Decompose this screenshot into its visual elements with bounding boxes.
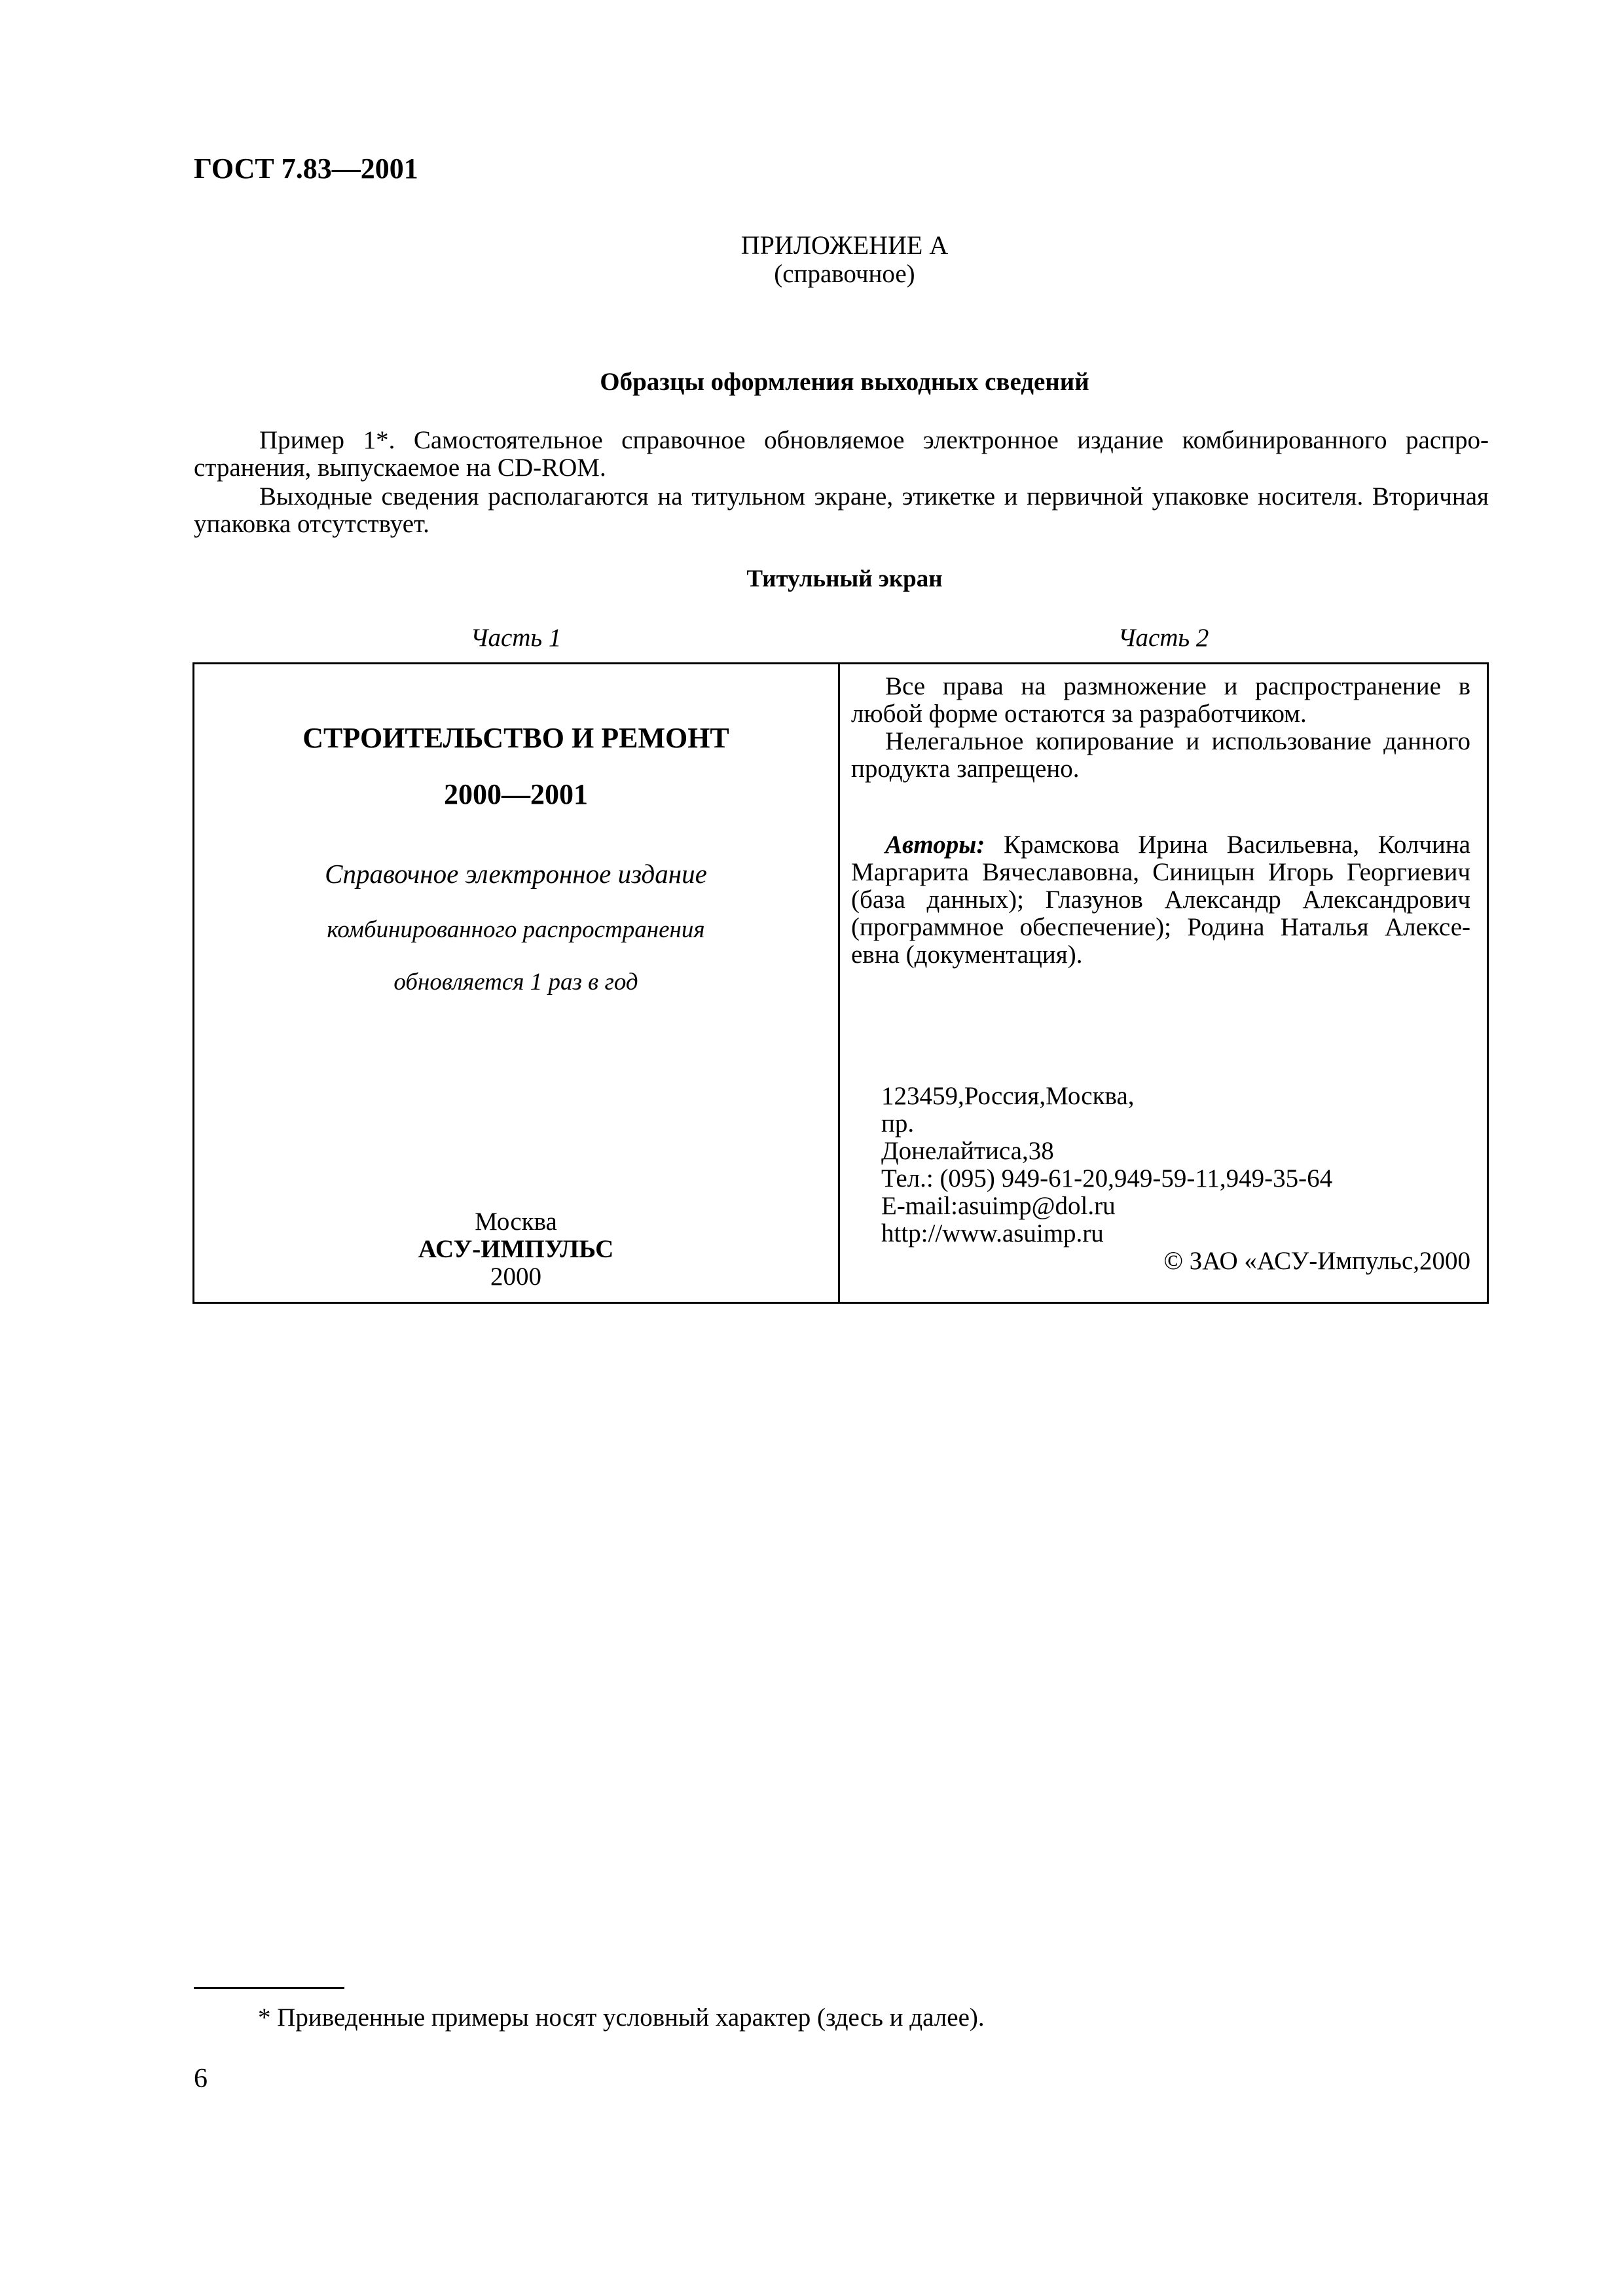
paragraph-output-info-text: Выходные сведения располагаются на титульном экране, этикетке и первичной упаковке носителя. Вторичная упаковка отсутствует. (194, 482, 1489, 538)
paragraph-example (194, 427, 1489, 482)
document-header: ГОСТ 7.83—2001 (194, 152, 418, 185)
appendix-title: ПРИЛОЖЕНИЕ А (740, 230, 949, 260)
table-column-divider (838, 662, 840, 1304)
page-number: 6 (194, 2064, 208, 2094)
address-line: Донелайтиса,38 (881, 1137, 1054, 1165)
product-subtitle-1: Справочное электронное издание (325, 859, 707, 889)
footnote: * Приведенные примеры носят условный характер (здесь и далее). (258, 2003, 985, 2032)
paragraph-example-text: Пример 1*. Самостоятельное справочное обновляемое электронное издание комбинированного распро-странения, выпускаемое на CD-ROM. (194, 426, 1489, 482)
email-line: E-mail:asuimp@dol.ru (881, 1192, 1116, 1220)
copy-prohibition-text: Нелегальное копирование и использование данного продукта запрещено. (851, 727, 1470, 783)
phone-line: Тел.: (095) 949-61-20,949-59-11,949-35-64 (881, 1164, 1333, 1193)
address-line: пр. (881, 1109, 915, 1138)
publisher-name: АСУ-ИМПУЛЬС (418, 1235, 614, 1263)
product-title: СТРОИТЕЛЬСТВО И РЕМОНТ (302, 722, 729, 754)
product-subtitle-3: обновляется 1 раз в год (393, 969, 638, 996)
copy-prohibition (851, 728, 1470, 783)
authors-text: Крамскова Ирина Васильевна, Колчина Маргарита Вячеславовна, Синицын Игорь Георгиевич (база данных); Глазунов Александр Александрович (программное обеспечение); Родина Наталья Алексе-евна (документация). (851, 831, 1470, 969)
publication-year: 2000 (490, 1263, 541, 1291)
address-block (881, 1083, 1470, 1247)
part-2-label: Часть 2 (1118, 624, 1209, 652)
authors-label: Авторы: (885, 831, 985, 859)
subsection-title: Титульный экран (746, 565, 943, 592)
footnote-divider (194, 1987, 344, 1989)
appendix-subtitle: (справочное) (774, 260, 915, 288)
authors-block (851, 831, 1470, 969)
rights-statement-text: Все права на размножение и распространение в любой форме остаются за разработчиком. (851, 672, 1470, 728)
section-title: Образцы оформления выходных сведений (600, 368, 1089, 396)
copyright-notice: © ЗАО «АСУ-Импульс,2000 (1163, 1247, 1470, 1275)
paragraph-output-info (194, 483, 1489, 538)
rights-statement (851, 673, 1470, 728)
product-subtitle-2: комбинированного распространения (327, 916, 705, 943)
address-line: 123459,Россия,Москва, (881, 1082, 1135, 1110)
part-1-label: Часть 1 (470, 624, 562, 652)
website-line: http://www.asuimp.ru (881, 1219, 1104, 1247)
publisher-city: Москва (475, 1208, 557, 1236)
rights-block (851, 673, 1470, 783)
product-years: 2000—2001 (444, 778, 588, 810)
